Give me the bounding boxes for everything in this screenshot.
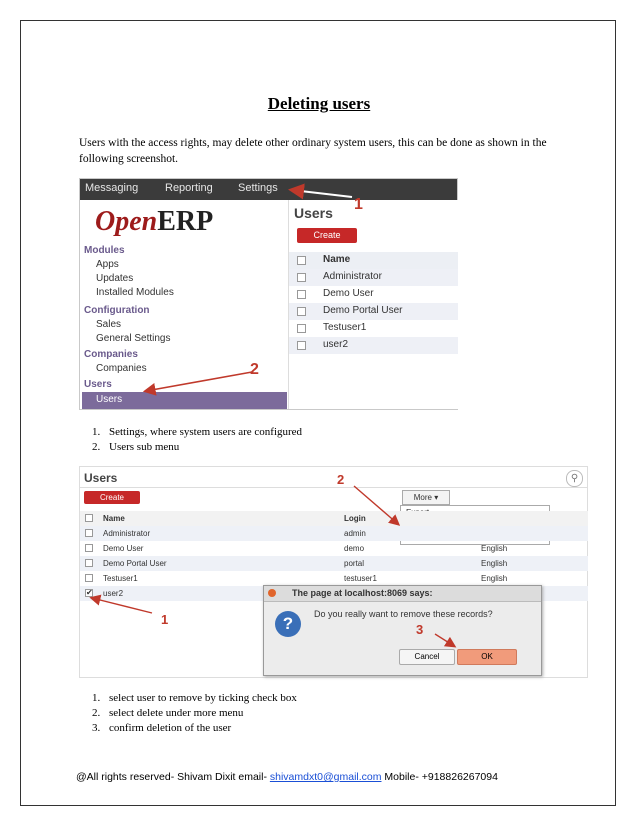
more-button[interactable]: More ▾	[402, 490, 450, 505]
table-row[interactable]: Testuser1 testuser1 English	[80, 571, 588, 586]
ok-button[interactable]: OK	[457, 649, 517, 665]
create-button[interactable]: Create	[84, 491, 140, 504]
page-title: Deleting users	[267, 94, 371, 113]
menu-messaging[interactable]: Messaging	[85, 182, 139, 194]
table-row[interactable]: Demo User	[289, 286, 458, 303]
table-row[interactable]: Administrator	[289, 269, 458, 286]
list-item: 2. select delete under more menu	[92, 707, 244, 719]
list-steps-2	[92, 691, 297, 736]
menu-reporting[interactable]: Reporting	[165, 182, 213, 194]
dialog-titlebar: The page at localhost:8069 says:	[264, 586, 541, 602]
sidebar-item-general-settings[interactable]: General Settings	[96, 333, 171, 344]
sidebar-header-companies: Companies	[84, 349, 138, 360]
intro-paragraph: Users with the access rights, may delete other ordinary system users, this can be done as shown in the following screenshot.	[79, 137, 547, 165]
table-row[interactable]: Testuser1	[289, 320, 458, 337]
marker-2: 2	[337, 472, 345, 487]
panel-title: Users	[294, 205, 333, 221]
footer-suffix: Mobile- +918826267094	[381, 771, 498, 783]
screenshot-settings	[79, 178, 458, 410]
list-steps-1	[92, 425, 302, 455]
email-link[interactable]: shivamdxt0@gmail.com	[269, 771, 382, 783]
screenshot-delete	[79, 466, 588, 678]
sidebar-item-updates[interactable]: Updates	[96, 273, 134, 284]
sidebar-item-companies[interactable]: Companies	[96, 363, 147, 374]
sidebar-item-apps[interactable]: Apps	[96, 259, 119, 270]
table-row[interactable]: user2	[289, 337, 458, 354]
footer	[76, 771, 498, 783]
marker-3: 3	[416, 622, 424, 637]
table-row[interactable]: Demo Portal User	[289, 303, 458, 320]
users-title: Users	[84, 471, 118, 485]
annotation-arrows	[80, 179, 459, 411]
marker-2: 2	[250, 361, 259, 378]
question-icon: ?	[275, 611, 301, 637]
sidebar-header-users: Users	[84, 379, 112, 390]
marker-1: 1	[354, 196, 363, 213]
search-icon[interactable]: ⚲	[566, 470, 583, 487]
footer-prefix: @All rights reserved- Shivam Dixit email-	[76, 771, 270, 783]
openerp-logo: OpenERP	[95, 206, 214, 237]
sidebar-header-modules: Modules	[84, 245, 125, 256]
dialog-message: Do you really want to remove these records?	[314, 609, 493, 619]
list-item: 3. confirm deletion of the user	[92, 722, 232, 734]
list-item: 1. Settings, where system users are configured	[92, 426, 303, 438]
sidebar-item-users[interactable]: Users	[82, 392, 287, 409]
annotation-arrows	[80, 467, 589, 679]
table-row[interactable]: Demo Portal User portal English	[80, 556, 588, 571]
row-checkbox-checked[interactable]: ✔	[86, 588, 93, 597]
sidebar-item-sales[interactable]: Sales	[96, 319, 122, 330]
list-item: 1. select user to remove by ticking check box	[92, 692, 297, 704]
table-row-selected[interactable]: ✔ user2	[80, 586, 588, 601]
table-row[interactable]: Administrator admin	[80, 526, 588, 541]
table-row[interactable]: Demo User demo English	[80, 541, 588, 556]
menu-settings[interactable]: Settings	[238, 182, 278, 194]
sidebar-item-installed-modules[interactable]: Installed Modules	[96, 287, 174, 298]
list-item: 2. Users sub menu	[92, 441, 180, 453]
marker-1: 1	[161, 612, 169, 627]
create-button[interactable]: Create	[297, 228, 357, 243]
cancel-button[interactable]: Cancel	[399, 649, 455, 665]
table-header: Name	[289, 252, 458, 269]
sidebar-header-configuration: Configuration	[84, 305, 150, 316]
table-header: Name Login	[80, 511, 588, 526]
